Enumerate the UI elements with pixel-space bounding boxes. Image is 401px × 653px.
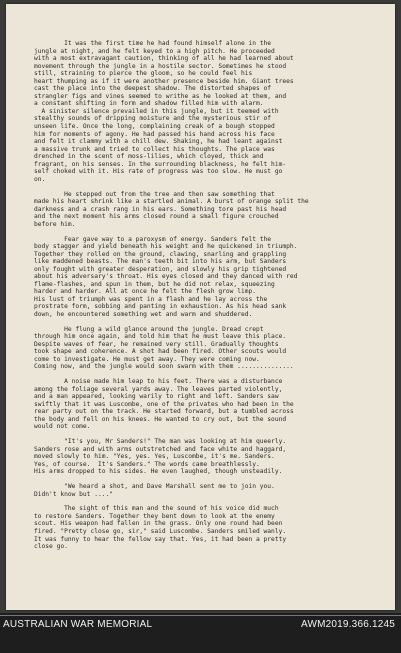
text-line: about his adversary's throat. His eyes closed and they danced with red: [34, 273, 298, 281]
text-line: with a most extravagant caution, thinking of all he had learned about: [34, 55, 294, 63]
text-line: He stepped out from the tree and then saw something that: [34, 190, 275, 198]
text-line: to restore Sanders. Together they bent down to look at the enemy: [34, 512, 275, 520]
archive-footer-bar: [0, 613, 401, 653]
text-line: His lust of triumph was spent in a flash and he lay across the: [34, 295, 268, 303]
text-line: still, straining to pierce the gloom, so he could feel his: [34, 70, 253, 78]
text-line: Together they rolled on the ground, clawing, snarling and grappling: [34, 250, 287, 258]
text-line: jungle at night, and he felt keyed to a high pitch. He proceeded: [34, 47, 275, 55]
text-line: A noise made him leap to his feet. There was a disturbance: [34, 378, 283, 386]
footer-accession-number: AWM2019.366.1245: [300, 619, 395, 630]
text-line: a massive trunk and tried to collect his thoughts. The place was: [34, 145, 275, 153]
paragraph: [34, 236, 380, 319]
text-line: self choked with it. His rate of progress was too slow. He must go: [34, 168, 283, 176]
text-line: Fear gave way to a paroxysm of energy. Sanders felt the: [34, 235, 272, 243]
text-line: His arms dropped to his sides. He even laughed, though unsteadily.: [34, 468, 283, 476]
text-line: fired. "Pretty close go, sir," said Luscombe. Sanders smiled wanly.: [34, 528, 287, 536]
text-line: fragrant, on his senses. In the surrounding blackness, he felt him-: [34, 160, 287, 168]
text-line: made his heart shrink like a startled animal. A burst of orange split the: [34, 198, 309, 206]
footer-divider: [0, 615, 401, 616]
text-line: A sinister silence prevailed in this jungle, but it teemed with: [34, 107, 279, 115]
typescript-page: [6, 4, 395, 610]
text-line: "We heard a shot, and Dave Marshall sent me to join you.: [34, 483, 275, 491]
text-line: harder and harder. All at once he felt the flesh grow limp.: [34, 288, 257, 296]
text-line: a constant shifting in form and shadow filled him with alarm.: [34, 100, 264, 108]
text-line: the body and fell on his knees. He wanted to cry out, but the sound: [34, 415, 287, 423]
text-line: He flung a wild glance around the jungle. Dread crept: [34, 325, 264, 333]
text-line: swiftly that it was Luscombe, one of the privates who had been in the: [34, 400, 294, 408]
text-line: down, he encountered something wet and warm and shuddered.: [34, 310, 253, 318]
text-line: and a man appeared, looking warily to right and left. Sanders saw: [34, 393, 279, 401]
paragraph: [34, 378, 380, 431]
text-line: among the foliage several yards away. The leaves parted violently,: [34, 385, 283, 393]
text-line: body stagger and yield beneath his weight and he quickened in triumph.: [34, 243, 298, 251]
paragraph: [34, 438, 380, 476]
typescript-body: [34, 40, 380, 558]
text-line: movement through the jungle in a hostile sector. Sometimes he stood: [34, 62, 287, 70]
text-line: flame-flashes, and spun in them, but he did not relax, squeezing: [34, 280, 275, 288]
text-line: heart thumping as if it were another presence beside him. Giant trees: [34, 77, 294, 85]
text-line: like maddened beasts. The man's teeth bit into his arm, but Sanders: [34, 258, 287, 266]
text-line: It was the first time he had found himself alone in the: [34, 40, 272, 47]
text-line: Sanders rose and with arms outstretched and face white and haggard,: [34, 445, 287, 453]
text-line: come to investigate. He must get away. They were coming now.: [34, 355, 260, 363]
text-line: before him.: [34, 220, 76, 228]
text-line: darkness and a crash rang in his ears. Something tore past his head: [34, 205, 287, 213]
text-line: drenched in the scent of moss-lilies, which cloyed, thick and: [34, 153, 264, 161]
text-line: took shape and coherence. A shot had been fired. Other scouts would: [34, 348, 287, 356]
text-line: prostrate form, sobbing and panting in exhaustion. As his head sank: [34, 303, 287, 311]
text-line: on.: [34, 175, 46, 183]
text-line: strangler figs and vines seemed to writhe as he looked at them, and: [34, 92, 287, 100]
text-line: "It's you, Mr Sanders!" The man was looking at him queerly.: [34, 438, 287, 446]
text-line: would not come.: [34, 423, 91, 431]
paragraph: [34, 505, 380, 550]
text-line: Despite waves of fear, he remained very still. Gradually thoughts: [34, 340, 279, 348]
paragraph: [34, 191, 380, 229]
text-line: stealthy sounds of dripping moisture and the mysterious stir of: [34, 115, 272, 123]
paragraph: [34, 483, 380, 498]
text-line: Coming now, and the jungle would soon swarm with them ...............: [34, 363, 294, 371]
text-line: him for moments of agony. He had passed his hand across his face: [34, 130, 275, 138]
text-line: and the next moment his arms closed round a small figure crouched: [34, 213, 279, 221]
text-line: close go.: [34, 543, 68, 551]
text-line: and felt it clammy with a chill dew. Shaking, he had leant against: [34, 138, 283, 146]
text-line: rear party out on the track. He started forward, but a tumbled across: [34, 408, 294, 416]
text-line: It was funny to hear the fellow say that. Yes, it had been a pretty: [34, 535, 287, 543]
paragraph: [34, 326, 380, 371]
text-line: unseen life. Once the long, complaining creak of a bough stopped: [34, 123, 275, 131]
text-line: cast the place into the deepest shadow. The distorted shapes of: [34, 85, 272, 93]
text-line: The sight of this man and the sound of his voice did much: [34, 505, 279, 513]
text-line: Didn't know but ....": [34, 490, 114, 498]
text-line: only fought with greater desperation, and slowly his grip tightened: [34, 265, 287, 273]
footer-institution: AUSTRALIAN WAR MEMORIAL: [3, 619, 153, 630]
text-line: scout. His weapon had fallen in the grass. Only one round had been: [34, 520, 283, 528]
text-line: moved slowly to him. "Yes, yes. Yes, Luscombe, it's me. Sanders.: [34, 453, 275, 461]
paragraph: [34, 40, 380, 183]
text-line: through him once again, and told him that he must leave this place.: [34, 333, 287, 341]
text-line: Yes, of course. It's Sanders." The words came breathlessly.: [34, 460, 260, 468]
